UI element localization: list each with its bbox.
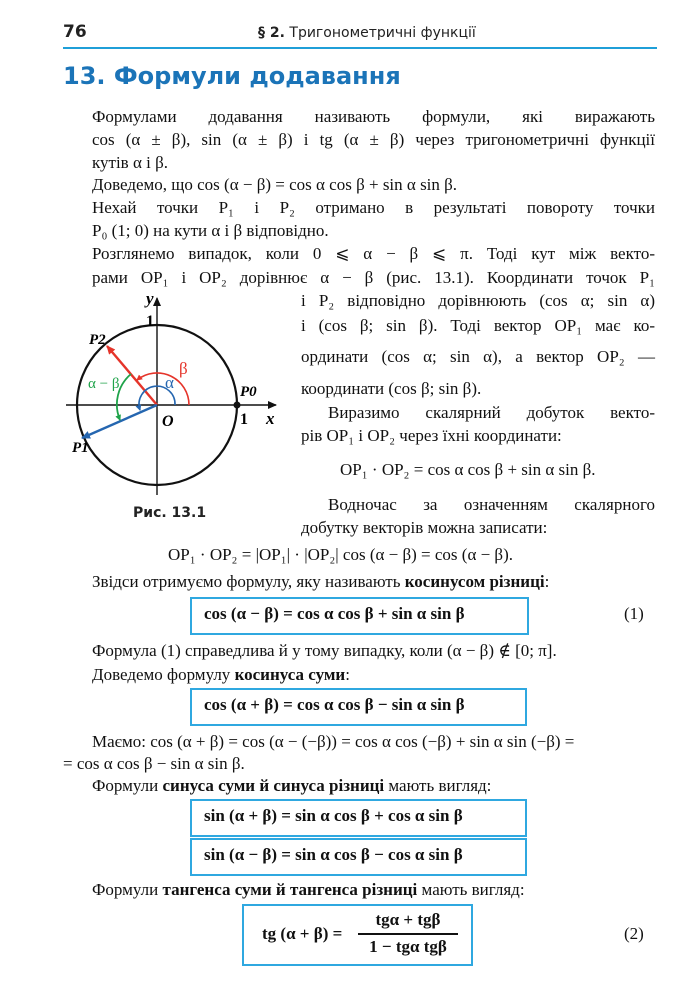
figure-caption: Рис. 13.1 (133, 505, 207, 521)
equation-number-1: (1) (624, 604, 644, 623)
label-beta: β (179, 359, 188, 378)
text-span: Доведемо формулу (92, 665, 235, 684)
text-line: рів OP₁ і OP₂ через їхні координати: (301, 426, 562, 445)
text-line: і (cos β; sin β). Тоді вектор OP₁ має ко- (301, 316, 655, 335)
formula-cos-diff: cos (α − β) = cos α cos β + sin α sin β (204, 604, 465, 623)
label-p0: P0 (240, 384, 257, 400)
label-p1: P1 (72, 440, 89, 456)
text-line: Доведемо, що cos (α − β) = cos α cos β + sin α sin β. (92, 175, 458, 194)
text-span: мають вигляд: (384, 776, 492, 795)
text-line: Розглянемо випадок, коли 0 ⩽ α − β ⩽ π. Тоді кут між векто- (92, 244, 655, 263)
formula-sin-sum: sin (α + β) = sin α cos β + cos α sin β (204, 806, 463, 825)
term-cos-sum: косинуса суми (234, 665, 346, 684)
page-number: 76 (63, 22, 87, 42)
text-span: : (345, 665, 350, 684)
term-tg-sum-diff: тангенса суми й тангенса різниці (162, 880, 418, 899)
label-x: x (266, 409, 275, 428)
fraction-bar (358, 933, 458, 935)
text-line: добутку векторів можна записати: (301, 518, 548, 537)
text-line: P₀ (1; 0) на кути α і β відповідно. (92, 221, 329, 240)
header-divider (63, 47, 657, 49)
section-title: 13. Формули додавання (63, 62, 401, 90)
label-p2: P2 (89, 332, 106, 348)
formula-tg-lhs: tg (α + β) = (262, 924, 343, 943)
text-span: Звідси отримуємо формулу, яку називають (92, 572, 405, 591)
vector-op1 (82, 405, 157, 438)
text-line (92, 775, 491, 797)
formula-cos-sum: cos (α + β) = cos α cos β − sin α sin β (204, 695, 465, 714)
equation-definition: OP₁ · OP₂ = |OP₁| · |OP₂| cos (α − β) = cos (α − β). (168, 545, 513, 564)
text-line: Маємо: cos (α + β) = cos (α − (−β)) = cos α cos (−β) + sin α sin (−β) = (92, 732, 575, 751)
point-p0 (234, 402, 241, 409)
term-cos-diff: косинусом різниці (404, 572, 545, 591)
label-origin: O (162, 413, 174, 430)
section-name: Тригонометричні функції (289, 25, 476, 41)
running-header (258, 25, 476, 41)
label-y: y (146, 290, 154, 308)
text-line: Нехай точки P₁ і P₂ отримано в результаті повороту точки (92, 198, 655, 217)
formula-sin-diff: sin (α − β) = sin α cos β − cos α sin β (204, 845, 463, 864)
label-alpha: α (165, 373, 174, 392)
equation-number-2: (2) (624, 924, 644, 943)
text-line: Виразимо скалярний добуток векто- (328, 403, 655, 422)
text-line: і P₂ відповідно дорівнюють (cos α; sin α) (301, 291, 655, 310)
label-one-x: 1 (240, 411, 248, 428)
text-line (92, 664, 350, 686)
text-span: Формули (92, 880, 163, 899)
text-span: мають вигляд: (417, 880, 525, 899)
text-line: = cos α cos β − sin α sin β. (63, 754, 245, 773)
text-line: ординати (cos α; sin α), а вектор OP₂ — (301, 347, 655, 366)
text-line: координати (cos β; sin β). (301, 379, 482, 398)
label-one-y: 1 (146, 313, 154, 330)
text-line (92, 571, 549, 593)
text-line: Формулами додавання називають формули, які виражають (92, 107, 655, 126)
formula-tg-numerator: tgα + tgβ (375, 910, 441, 929)
text-line: кутів α і β. (92, 153, 168, 172)
text-span: Формули (92, 776, 163, 795)
unit-circle-figure (62, 290, 294, 505)
text-line: Формула (1) справедлива й у тому випадку, коли (α − β) ∉ [0; π]. (92, 641, 557, 660)
section-mark: § 2. (258, 25, 285, 41)
text-line: cos (α ± β), sin (α ± β) і tg (α ± β) через тригонометричні функції (92, 130, 655, 149)
text-line (92, 879, 525, 901)
equation-scalar-product: OP₁ · OP₂ = cos α cos β + sin α sin β. (340, 460, 596, 479)
text-line: рами OP₁ і OP₂ дорівнює α − β (рис. 13.1). Координати точок P₁ (92, 268, 655, 287)
text-span: : (544, 572, 550, 591)
term-sin-sum-diff: синуса суми й синуса різниці (162, 776, 385, 795)
label-alpha-minus-beta: α − β (88, 376, 120, 392)
formula-tg-denominator: 1 − tgα tgβ (369, 937, 447, 956)
text-line: Водночас за означенням скалярного (328, 495, 655, 514)
